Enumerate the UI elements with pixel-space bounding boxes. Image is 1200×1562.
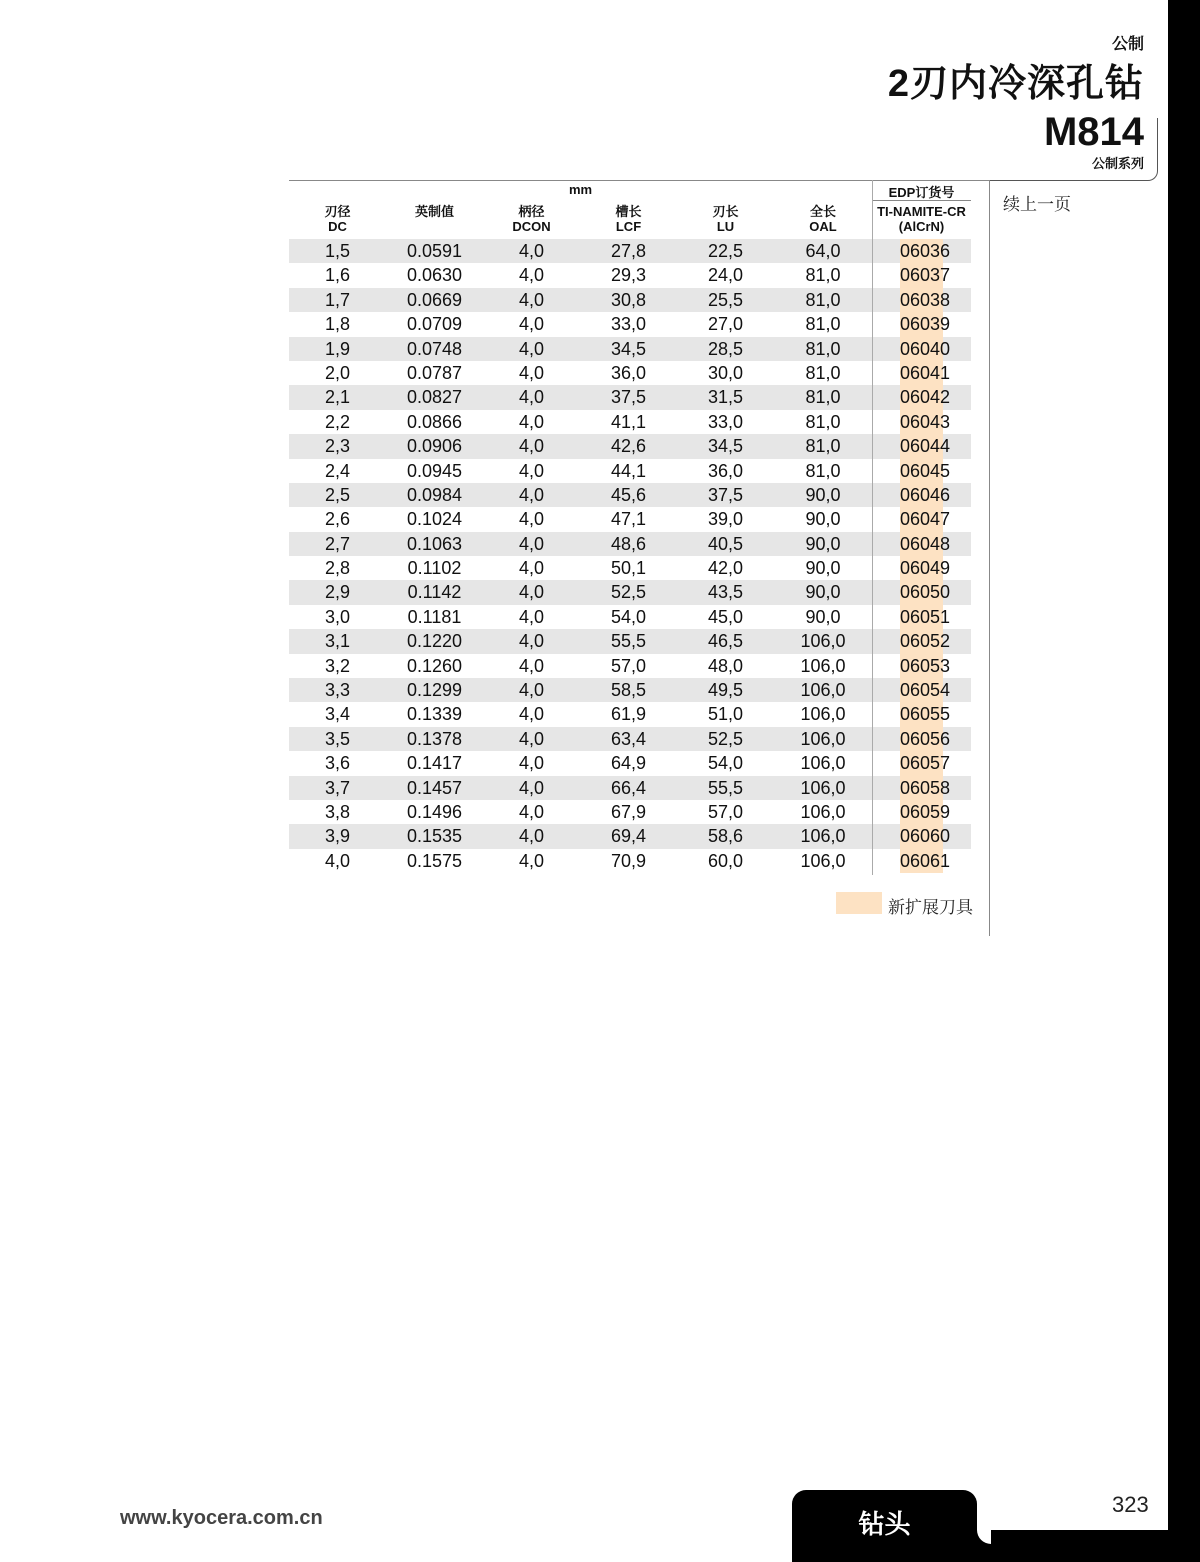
table-row [289,776,971,800]
table-cell: 4,0 [518,655,545,676]
table-row [289,678,971,702]
table-cell: 4,0 [518,314,545,335]
table-cell: 27,0 [707,314,744,335]
table-group-header [289,180,971,202]
table-cell: 0.0591 [406,241,463,261]
table-row [289,824,971,848]
table-cell: 3,8 [324,801,351,822]
table-cell: 0.1575 [406,850,463,871]
table-cell: 4,0 [518,680,545,701]
table-cell: 3,3 [324,680,351,701]
column-header-4 [677,204,774,234]
table-row [289,337,971,361]
table-cell: 81,0 [805,362,841,383]
table-cell: 0.1378 [406,728,463,749]
table-cell: 0.1181 [407,606,462,627]
column-header-5 [774,204,872,234]
table-cell: 70,9 [610,850,647,871]
table-cell: 4,0 [518,265,545,286]
notes-divider [989,180,990,936]
table-row [289,410,971,434]
table-cell: 37,5 [610,387,647,408]
table-cell: 54,0 [707,753,744,774]
table-row [289,361,971,385]
table-cell: 4,0 [518,704,545,725]
table-cell: 51,0 [707,704,744,725]
edp-number-cell: 06047 [900,507,943,531]
table-cell: 81,0 [805,387,841,408]
table-cell: 45,0 [707,606,744,627]
table-cell: 1,6 [324,265,351,286]
table-column-headers [289,202,971,239]
table-cell: 90,0 [805,582,841,603]
table-cell: 2,6 [324,509,351,530]
edp-number-cell: 06056 [900,727,943,751]
table-row [289,532,971,556]
table-cell: 0.1142 [407,582,462,603]
column-header-3 [580,204,677,234]
table-row [289,288,971,312]
table-cell: 24,0 [707,265,744,286]
table-cell: 2,7 [324,533,351,554]
column-header-label: 全长 [809,204,836,219]
table-cell: 43,5 [707,582,744,603]
table-cell: 2,8 [324,558,351,579]
table-body [289,239,971,873]
table-cell: 90,0 [805,533,841,554]
table-cell: 0.1339 [406,704,463,725]
table-cell: 81,0 [805,314,841,335]
table-row [289,312,971,336]
table-cell: 4,0 [518,631,545,652]
table-cell: 0.1102 [407,558,462,579]
table-cell: 0.0984 [406,484,463,505]
table-row [289,434,971,458]
table-cell: 1,9 [324,338,351,359]
table-cell: 47,1 [610,509,647,530]
edp-number-cell: 06045 [900,459,943,483]
table-cell: 52,5 [707,728,744,749]
continued-note: 续上一页 [1003,195,1071,214]
table-row [289,556,971,580]
edp-number-cell: 06037 [900,263,943,287]
column-header-code: (AlCrN) [898,219,945,234]
edp-number-cell: 06055 [900,702,943,726]
table-cell: 81,0 [805,460,841,481]
table-row [289,385,971,409]
table-cell: 4,0 [518,728,545,749]
table-cell: 33,0 [707,411,744,432]
table-cell: 4,0 [518,558,545,579]
edp-number-cell: 06054 [900,678,943,702]
table-cell: 106,0 [800,655,846,676]
table-cell: 0.1260 [406,655,463,676]
table-cell: 90,0 [805,558,841,579]
edp-number-cell: 06048 [900,532,943,556]
table-cell: 3,1 [324,631,351,652]
column-header-label: 刃径 [324,204,351,219]
table-row [289,605,971,629]
table-cell: 37,5 [707,484,744,505]
header-bracket [989,118,1158,181]
column-header-code: DC [328,219,347,234]
table-cell: 22,5 [707,241,744,261]
table-cell: 30,8 [610,289,647,310]
edp-number-cell: 06036 [900,239,943,263]
table-cell: 50,1 [610,558,647,579]
table-cell: 58,6 [707,826,744,847]
column-header-code: DCON [512,219,551,234]
table-cell: 48,0 [707,655,744,676]
table-cell: 4,0 [518,338,545,359]
table-cell: 4,0 [518,289,545,310]
table-cell: 34,5 [610,338,647,359]
edp-number-cell: 06049 [900,556,943,580]
table-cell: 30,0 [707,362,744,383]
table-cell: 2,5 [324,484,351,505]
product-code: M814 [1043,110,1144,154]
edp-number-cell: 06038 [900,288,943,312]
edp-number-cell: 06041 [900,361,943,385]
spec-table [289,180,971,873]
table-cell: 1,8 [324,314,351,335]
table-cell: 64,9 [610,753,647,774]
table-cell: 106,0 [800,753,846,774]
table-cell: 48,6 [610,533,647,554]
edp-number-cell: 06050 [900,580,943,604]
table-cell: 28,5 [707,338,744,359]
column-header-label: 英制值 [414,204,454,219]
table-cell: 4,0 [518,777,545,798]
table-cell: 52,5 [610,582,647,603]
table-row [289,483,971,507]
table-cell: 60,0 [707,850,744,871]
table-row [289,702,971,726]
table-cell: 69,4 [610,826,647,847]
edp-number-cell: 06059 [900,800,943,824]
table-cell: 106,0 [800,801,846,822]
column-header-label: 柄径 [518,204,545,219]
column-header-0 [289,204,386,234]
table-row [289,654,971,678]
table-cell: 3,6 [324,753,351,774]
table-cell: 3,9 [324,826,351,847]
table-cell: 3,2 [324,655,351,676]
table-cell: 31,5 [707,387,744,408]
table-cell: 36,0 [610,362,647,383]
table-cell: 0.1496 [406,801,463,822]
column-header-label: 槽长 [615,204,642,219]
table-row [289,727,971,751]
table-cell: 106,0 [800,850,846,871]
page-title: 2刃内冷深孔钻 [887,63,1144,105]
table-cell: 27,8 [610,241,647,261]
column-header-code: LCF [615,219,642,234]
edp-rule [872,200,971,201]
series-label: 公制系列 [1091,156,1144,171]
table-cell: 0.1535 [406,826,463,847]
table-cell: 0.0906 [406,436,463,457]
legend-label: 新扩展刀具 [888,898,973,917]
table-cell: 0.0827 [406,387,463,408]
table-cell: 0.0866 [406,411,463,432]
table-cell: 4,0 [518,460,545,481]
table-cell: 106,0 [800,728,846,749]
table-cell: 42,6 [610,436,647,457]
edp-number-cell: 06060 [900,824,943,848]
edp-label: EDP订货号 [888,185,955,200]
table-row [289,849,971,873]
table-cell: 36,0 [707,460,744,481]
table-cell: 0.0748 [406,338,463,359]
table-cell: 45,6 [610,484,647,505]
section-tab-label: 钻头 [858,1509,911,1539]
right-edge-bar [1168,0,1200,1562]
footer-url[interactable]: www.kyocera.com.cn [120,1507,323,1529]
edp-number-cell: 06053 [900,654,943,678]
edp-number-cell: 06061 [900,849,943,873]
table-cell: 55,5 [610,631,647,652]
table-cell: 33,0 [610,314,647,335]
unit-label: mm [568,182,593,197]
column-header-label: 刃长 [712,204,739,219]
footer-strip [977,1530,1168,1562]
table-cell: 66,4 [610,777,647,798]
table-cell: 4,0 [518,801,545,822]
table-cell: 63,4 [610,728,647,749]
table-cell: 0.0787 [406,362,463,383]
table-cell: 54,0 [610,606,647,627]
edp-number-cell: 06052 [900,629,943,653]
table-row [289,459,971,483]
table-cell: 2,1 [324,387,351,408]
table-cell: 4,0 [518,387,545,408]
table-cell: 3,0 [324,606,351,627]
table-cell: 0.1417 [406,753,463,774]
table-cell: 106,0 [800,826,846,847]
table-cell: 41,1 [610,411,647,432]
table-cell: 58,5 [610,680,647,701]
table-cell: 0.1220 [406,631,463,652]
table-cell: 0.1024 [406,509,463,530]
table-cell: 1,7 [324,289,351,310]
table-cell: 81,0 [805,289,841,310]
table-cell: 3,4 [324,704,351,725]
table-cell: 42,0 [707,558,744,579]
table-cell: 44,1 [610,460,647,481]
section-tab[interactable] [792,1490,977,1562]
table-cell: 4,0 [518,582,545,603]
table-cell: 4,0 [518,484,545,505]
table-cell: 4,0 [518,826,545,847]
table-cell: 25,5 [707,289,744,310]
table-cell: 2,2 [324,411,351,432]
table-cell: 90,0 [805,509,841,530]
column-header-6 [872,204,971,234]
column-header-1 [386,204,483,219]
table-cell: 4,0 [518,436,545,457]
table-cell: 106,0 [800,680,846,701]
table-cell: 4,0 [518,606,545,627]
table-cell: 0.0945 [406,460,463,481]
table-cell: 0.0709 [406,314,463,335]
edp-number-cell: 06040 [900,337,943,361]
table-cell: 4,0 [518,509,545,530]
column-header-label: TI-NAMITE-CR [877,204,966,219]
table-cell: 3,5 [324,728,351,749]
edp-column-separator [872,180,873,875]
table-cell: 34,5 [707,436,744,457]
edp-number-cell: 06058 [900,776,943,800]
edp-number-cell: 06057 [900,751,943,775]
table-cell: 57,0 [707,801,744,822]
table-cell: 90,0 [805,484,841,505]
table-cell: 106,0 [800,704,846,725]
table-cell: 3,7 [324,777,351,798]
table-cell: 4,0 [324,850,351,871]
table-cell: 29,3 [610,265,647,286]
table-cell: 81,0 [805,411,841,432]
edp-number-cell: 06043 [900,410,943,434]
table-row [289,507,971,531]
table-row [289,751,971,775]
table-cell: 106,0 [800,631,846,652]
column-header-code: LU [716,219,735,234]
table-cell: 4,0 [518,850,545,871]
column-header-code: OAL [809,219,837,234]
table-row [289,239,971,263]
table-cell: 46,5 [707,631,744,652]
table-cell: 4,0 [518,533,545,554]
table-cell: 0.0669 [406,289,463,310]
table-cell: 81,0 [805,436,841,457]
table-row [289,629,971,653]
table-cell: 90,0 [805,606,841,627]
table-cell: 81,0 [805,338,841,359]
table-cell: 2,9 [324,582,351,603]
header-metric-label: 公制 [1111,36,1144,53]
table-cell: 39,0 [707,509,744,530]
table-row [289,580,971,604]
edp-number-cell: 06039 [900,312,943,336]
table-cell: 57,0 [610,655,647,676]
edp-number-cell: 06042 [900,385,943,409]
legend-swatch [836,892,882,914]
table-cell: 49,5 [707,680,744,701]
table-cell: 4,0 [518,362,545,383]
column-header-2 [483,204,580,234]
table-row [289,800,971,824]
table-cell: 2,0 [324,362,351,383]
page-number: 323 [1112,1492,1149,1517]
table-cell: 4,0 [518,241,545,261]
table-cell: 0.1457 [406,777,463,798]
table-cell: 67,9 [610,801,647,822]
table-cell: 106,0 [800,777,846,798]
edp-number-cell: 06051 [900,605,943,629]
table-cell: 64,0 [805,241,841,261]
table-row [289,263,971,287]
edp-number-cell: 06046 [900,483,943,507]
table-cell: 81,0 [805,265,841,286]
table-cell: 2,4 [324,460,351,481]
table-cell: 2,3 [324,436,351,457]
table-cell: 55,5 [707,777,744,798]
table-cell: 0.0630 [406,265,463,286]
table-cell: 40,5 [707,533,744,554]
table-cell: 4,0 [518,753,545,774]
table-cell: 0.1299 [406,680,463,701]
edp-number-cell: 06044 [900,434,943,458]
table-cell: 4,0 [518,411,545,432]
table-cell: 0.1063 [406,533,463,554]
table-cell: 61,9 [610,704,647,725]
table-cell: 1,5 [324,241,351,261]
